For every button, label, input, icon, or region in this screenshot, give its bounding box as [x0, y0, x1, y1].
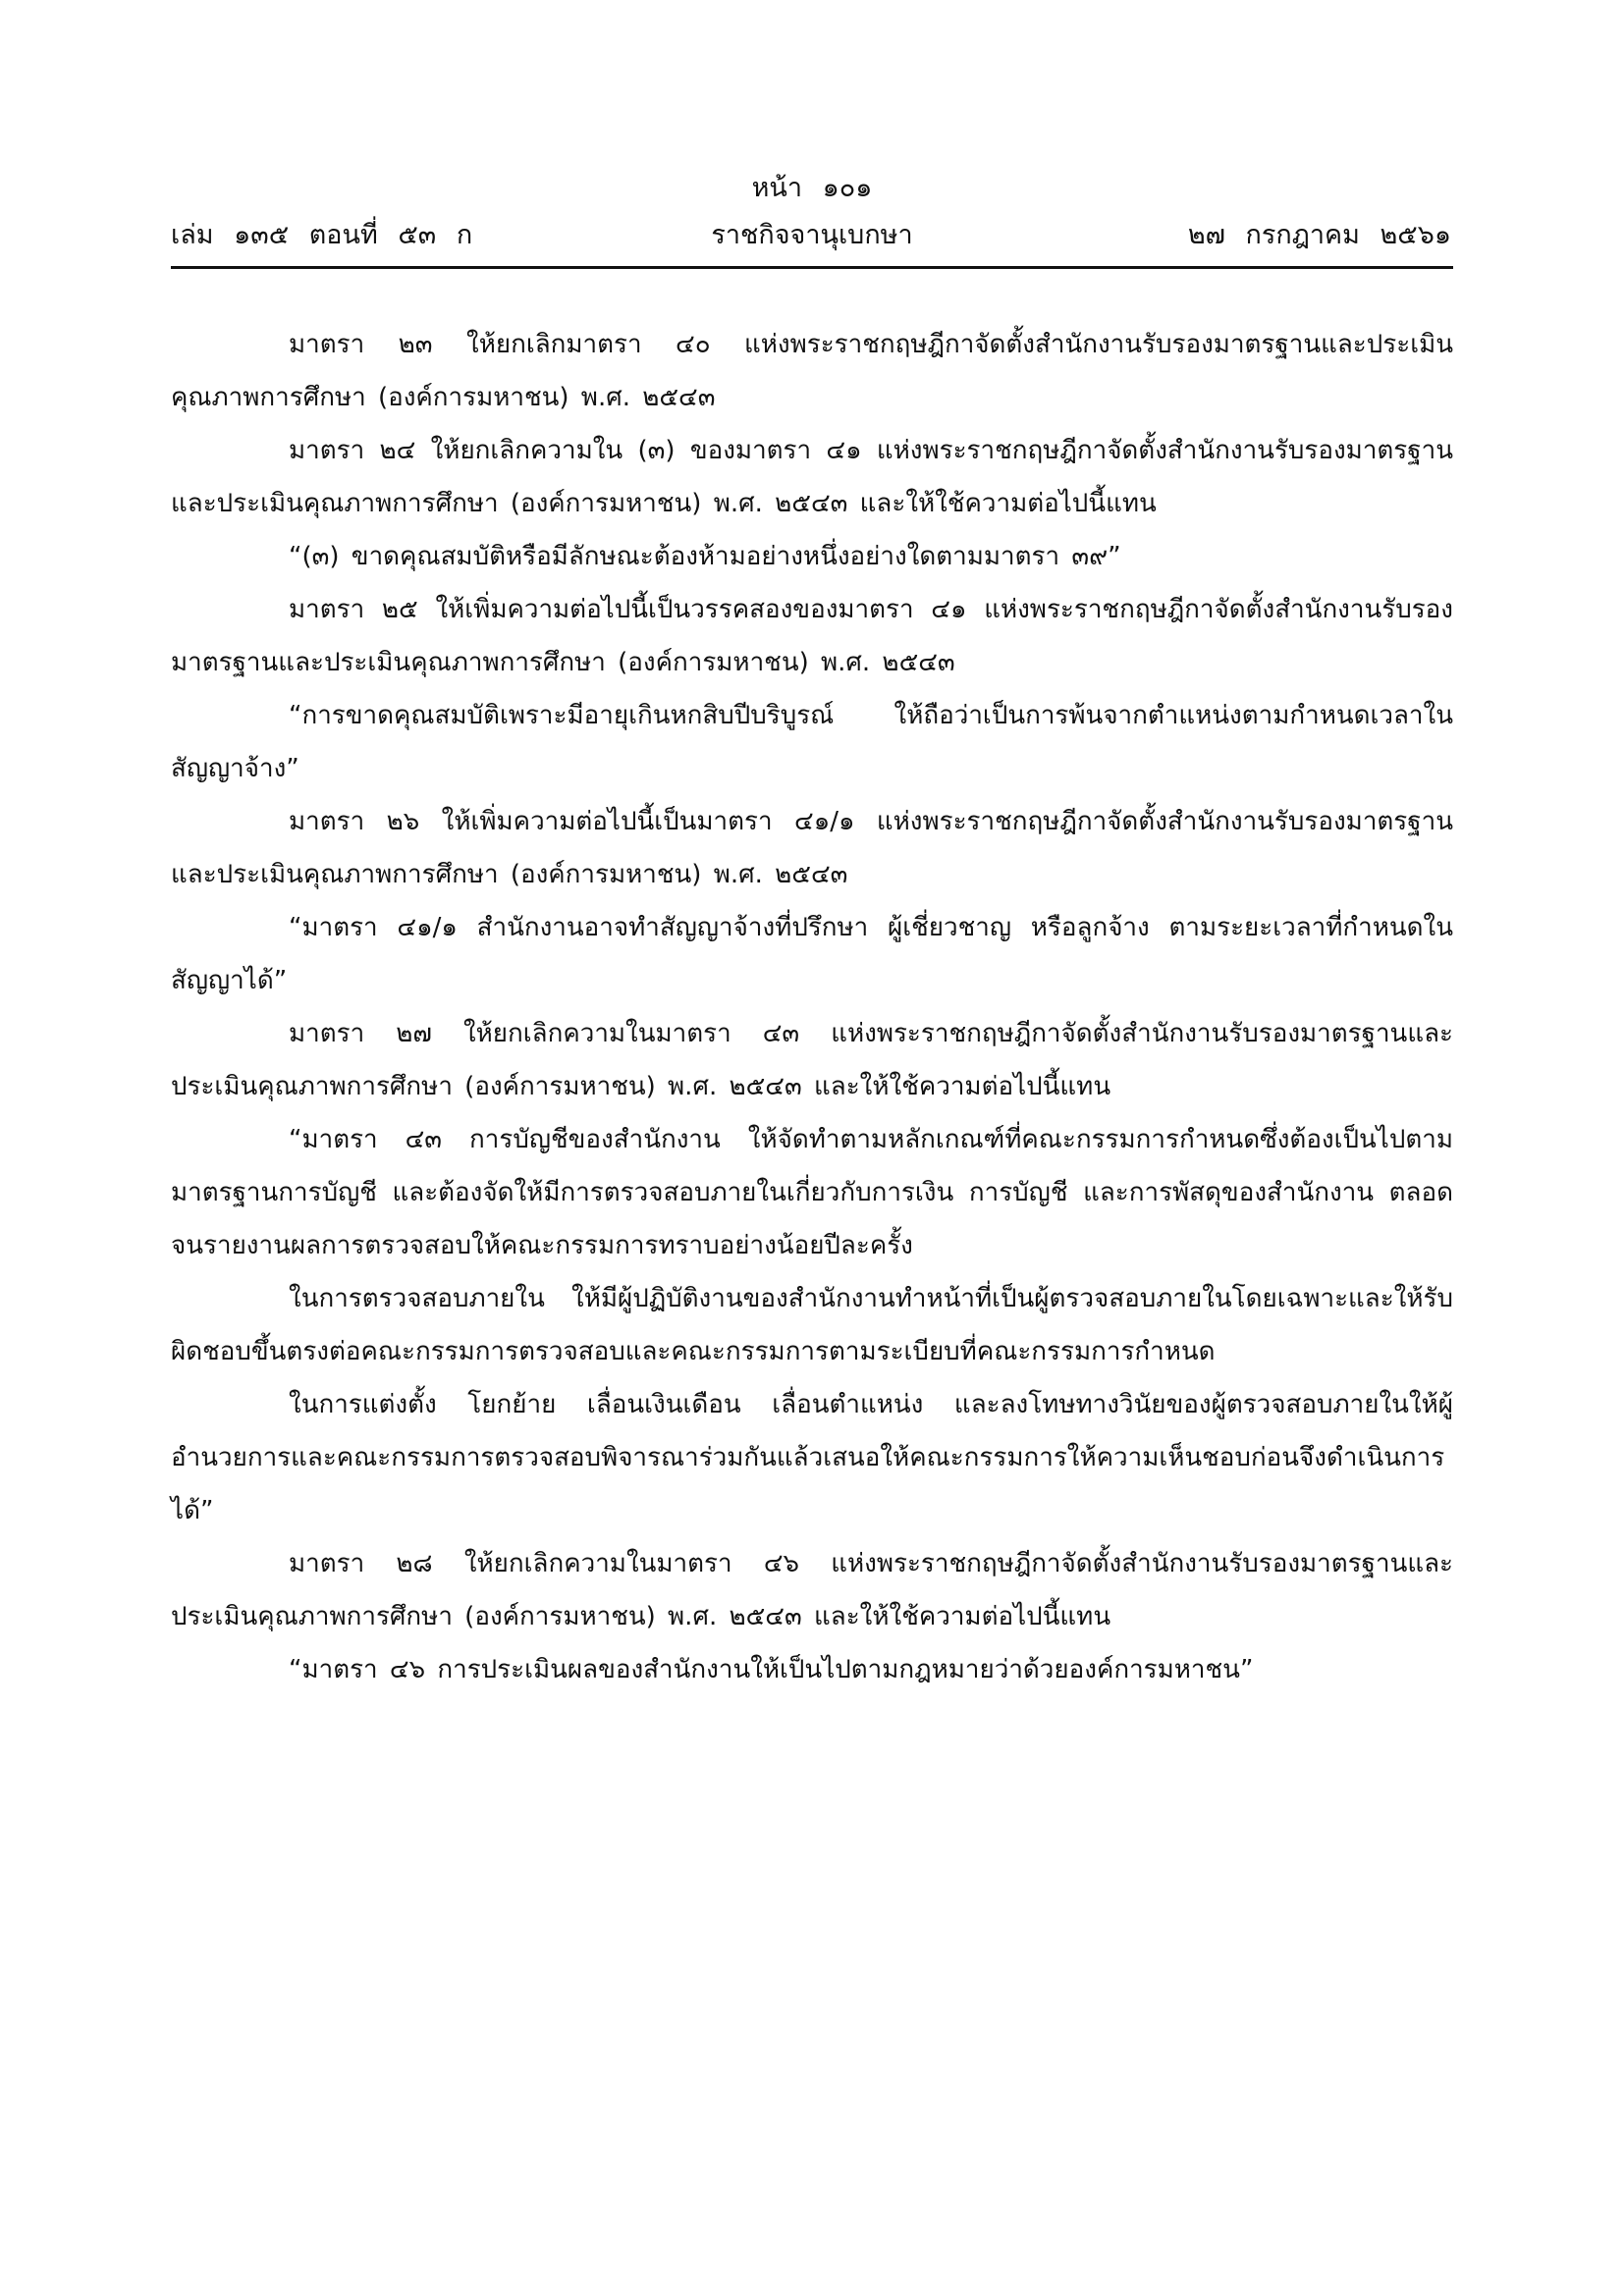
paragraph-section-26: มาตรา ๒๖ ให้เพิ่มความต่อไปนี้เป็นมาตรา ๔๑/๑ แห่งพระราชกฤษฎีกาจัดตั้งสำนักงานรับรองมาตรฐานและประเมินคุณภาพการศึกษา (องค์การมหาชน) พ.ศ. ๒๕๔๓ [171, 807, 1453, 889]
gazette-date: ๒๗ กรกฎาคม ๒๕๖๑ [1187, 220, 1451, 250]
paragraph-auditor-appointment: ในการแต่งตั้ง โยกย้าย เลื่อนเงินเดือน เลื่อนตำแหน่ง และลงโทษทางวินัยของผู้ตรวจสอบภายในให้ผู้อำนวยการและคณะกรรมการตรวจสอบพิจารณาร่วมกันแล้วเสนอให้คณะกรรมการให้ความเห็นชอบก่อนจึงดำเนินการได้” [171, 1390, 1453, 1525]
paragraph-section-27: มาตรา ๒๗ ให้ยกเลิกความในมาตรา ๔๓ แห่งพระราชกฤษฎีกาจัดตั้งสำนักงานรับรองมาตรฐานและประเมินคุณภาพการศึกษา (องค์การมหาชน) พ.ศ. ๒๕๔๓ และให้ใช้ความต่อไปนี้แทน [171, 1019, 1453, 1101]
paragraph-section-25: มาตรา ๒๕ ให้เพิ่มความต่อไปนี้เป็นวรรคสองของมาตรา ๔๑ แห่งพระราชกฤษฎีกาจัดตั้งสำนักงานรับรองมาตรฐานและประเมินคุณภาพการศึกษา (องค์การมหาชน) พ.ศ. ๒๕๔๓ [171, 595, 1453, 677]
gazette-title: ราชกิจจานุเบกษา [711, 220, 913, 250]
paragraph-section-28-amended-text: “มาตรา ๔๖ การประเมินผลของสำนักงานให้เป็นไปตามกฎหมายว่าด้วยองค์การมหาชน” [289, 1655, 1254, 1684]
paragraph-internal-audit: ในการตรวจสอบภายใน ให้มีผู้ปฏิบัติงานของสำนักงานทำหน้าที่เป็นผู้ตรวจสอบภายในโดยเฉพาะและให้รับผิดชอบขึ้นตรงต่อคณะกรรมการตรวจสอบและคณะกรรมการตามระเบียบที่คณะกรรมการกำหนด [171, 1284, 1453, 1366]
paragraph-section-27-amended-text: “มาตรา ๔๓ การบัญชีของสำนักงาน ให้จัดทำตามหลักเกณฑ์ที่คณะกรรมการกำหนดซึ่งต้องเป็นไปตามมาตรฐานการบัญชี และต้องจัดให้มีการตรวจสอบภายในเกี่ยวกับการเงิน การบัญชี และการพัสดุของสำนักงาน ตลอดจนรายงานผลการตรวจสอบให้คณะกรรมการทราบอย่างน้อยปีละครั้ง [171, 1125, 1453, 1260]
header-divider [171, 266, 1453, 269]
paragraph-section-24-amended-text: “(๓) ขาดคุณสมบัติหรือมีลักษณะต้องห้ามอย่างหนึ่งอย่างใดตามมาตรา ๓๙” [289, 542, 1121, 571]
gazette-issue: เล่ม ๑๓๕ ตอนที่ ๕๓ ก [171, 220, 473, 250]
paragraph-section-26-amended-text: “มาตรา ๔๑/๑ สำนักงานอาจทำสัญญาจ้างที่ปรึกษา ผู้เชี่ยวชาญ หรือลูกจ้าง ตามระยะเวลาที่กำหนดในสัญญาได้” [171, 913, 1453, 995]
paragraph-section-25-amended-text: “การขาดคุณสมบัติเพราะมีอายุเกินหกสิบปีบริบูรณ์ ให้ถือว่าเป็นการพ้นจากตำแหน่งตามกำหนดเวลาในสัญญาจ้าง” [171, 701, 1453, 783]
paragraph-section-23: มาตรา ๒๓ ให้ยกเลิกมาตรา ๔๐ แห่งพระราชกฤษฎีกาจัดตั้งสำนักงานรับรองมาตรฐานและประเมินคุณภาพการศึกษา (องค์การมหาชน) พ.ศ. ๒๕๔๓ [171, 330, 1453, 412]
paragraph-section-24: มาตรา ๒๔ ให้ยกเลิกความใน (๓) ของมาตรา ๔๑ แห่งพระราชกฤษฎีกาจัดตั้งสำนักงานรับรองมาตรฐานและประเมินคุณภาพการศึกษา (องค์การมหาชน) พ.ศ. ๒๕๔๓ และให้ใช้ความต่อไปนี้แทน [171, 436, 1453, 518]
paragraph-section-28: มาตรา ๒๘ ให้ยกเลิกความในมาตรา ๔๖ แห่งพระราชกฤษฎีกาจัดตั้งสำนักงานรับรองมาตรฐานและประเมินคุณภาพการศึกษา (องค์การมหาชน) พ.ศ. ๒๕๔๓ และให้ใช้ความต่อไปนี้แทน [171, 1549, 1453, 1631]
page-number: หน้า ๑๐๑ [751, 173, 873, 203]
document-body [171, 318, 1453, 1696]
